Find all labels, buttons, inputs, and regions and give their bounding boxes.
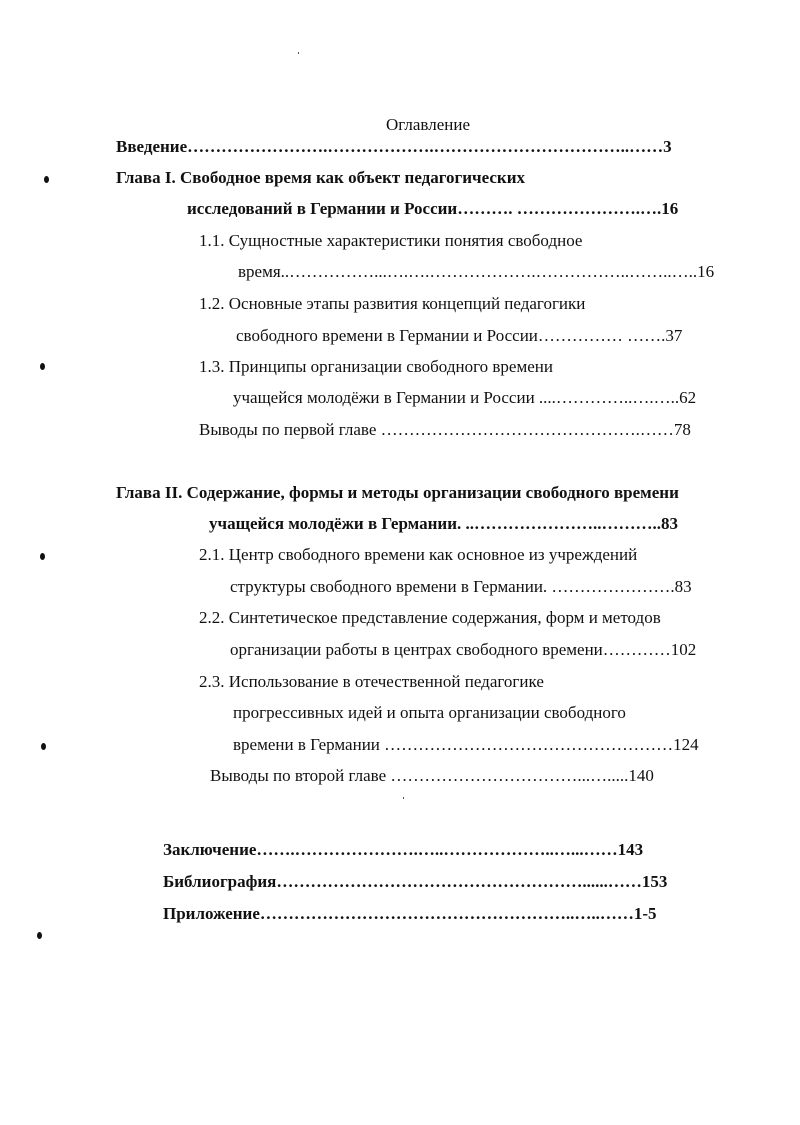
toc-entry-1-2-cont: свободного времени в Германии и России…………… …….37 xyxy=(236,326,683,345)
scan-mark xyxy=(40,553,45,560)
toc-entry-2-2-cont: организации работы в центрах свободного времени…………102 xyxy=(230,640,697,659)
toc-entry-2-2: 2.2. Синтетическое представление содержания, форм и методов xyxy=(199,608,661,627)
toc-entry-2-3-cont-1: прогрессивных идей и опыта организации свободного xyxy=(233,703,626,722)
toc-entry-chapter-1: Глава I. Свободное время как объект педагогических xyxy=(116,168,526,187)
toc-entry-1-3-cont: учащейся молодёжи в Германии и России ....…………..….…..62 xyxy=(233,388,697,407)
scan-speck xyxy=(298,52,299,54)
scan-mark xyxy=(40,363,45,370)
scan-speck xyxy=(403,797,404,799)
toc-entry-appendix: Приложение………………………………………………..…..……1-5 xyxy=(163,904,657,923)
toc-entry-intro: Введение…………………….……………….……………………………..……3 xyxy=(116,137,672,156)
toc-entry-conclusion: Заключение…….………………….…..………………..…...……143 xyxy=(163,840,644,859)
toc-entry-1-2: 1.2. Основные этапы развития концепций педагогики xyxy=(199,294,586,313)
toc-entry-2-3: 2.3. Использование в отечественной педагогике xyxy=(199,672,544,691)
toc-entry-2-1-cont: структуры свободного времени в Германии. ………………….83 xyxy=(230,577,692,596)
toc-entry-chapter-2-cont: учащейся молодёжи в Германии. ..…………………..………..83 xyxy=(209,514,679,533)
scan-mark xyxy=(37,932,42,939)
toc-entry-chapter-2: Глава II. Содержание, формы и методы организации свободного времени xyxy=(116,483,679,502)
toc-entry-1-3: 1.3. Принципы организации свободного времени xyxy=(199,357,553,376)
toc-entry-conclusions-2: Выводы по второй главе ……………………………...….....140 xyxy=(210,766,654,785)
toc-entry-2-1: 2.1. Центр свободного времени как основное из учреждений xyxy=(199,545,638,564)
toc-entry-conclusions-1: Выводы по первой главе ……………………………………….……78 xyxy=(199,420,691,439)
scan-mark xyxy=(44,176,49,183)
toc-entry-chapter-1-cont: исследований в Германии и России………. ………………….….16 xyxy=(187,199,679,218)
toc-entry-1-1-cont: время..……………...….….……………….……………..……..…..16 xyxy=(238,262,715,281)
toc-entry-1-1: 1.1. Сущностные характеристики понятия свободное xyxy=(199,231,583,250)
toc-entry-bibliography: Библиография………………………………………………......……153 xyxy=(163,872,668,891)
toc-title: Оглавление xyxy=(386,115,470,134)
scan-mark xyxy=(41,743,46,750)
toc-entry-2-3-cont-2: времени в Германии ……………………………………………124 xyxy=(233,735,699,754)
